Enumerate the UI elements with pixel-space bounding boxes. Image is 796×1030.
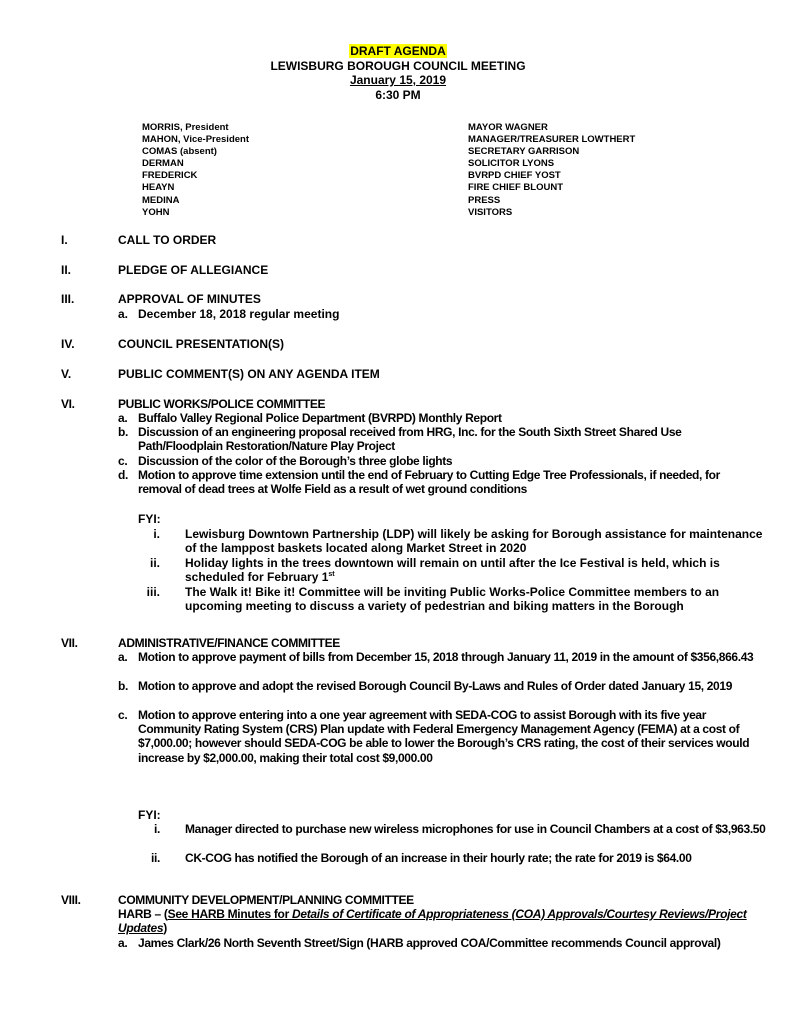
attendee: HEAYN [142,182,175,194]
meeting-date: January 15, 2019 [349,73,447,87]
fyi-item-label: ii. [151,851,160,865]
ordinal-suffix: st [328,571,335,579]
attendee: DERMAN [142,158,184,170]
harb-minutes-link[interactable] [118,907,747,935]
fyi-item-text: CK-COG has notified the Borough of an increase in their hourly rate; the rate for 2019 is $64.00 [185,851,692,865]
section-title: PUBLIC WORKS/POLICE COMMITTEE [118,397,326,411]
item-text: James Clark/26 North Seventh Street/Sign (HARB approved COA/Committee recommends Council approval) [138,936,721,950]
item-text: December 18, 2018 regular meeting [138,307,340,321]
section-title: CALL TO ORDER [118,233,217,247]
attendee: MEDINA [142,194,180,206]
section-number: V. [61,367,72,381]
fyi-label: FYI: [138,808,161,822]
section-number: VII. [61,636,78,650]
section-number: VI. [61,397,75,411]
attendee: MANAGER/TREASURER LOWTHERT [468,134,636,146]
section-title: ADMINISTRATIVE/FINANCE COMMITTEE [118,636,340,650]
section-number: I. [61,233,68,247]
fyi-item-text: The Walk it! Bike it! Committee will be inviting Public Works-Police Committee members to an upcoming meeting to discuss a variety of pedestrian and biking matters in the Borough [185,585,720,614]
section-number: III. [61,292,75,306]
item-text: Motion to approve time extension until the end of February to Cutting Edge Tree Professionals, if needed, for removal of dead trees at Wolfe Field as a result of wet ground conditions [138,468,720,497]
fyi-item-label: i. [154,822,160,836]
section-number: IV. [61,337,75,351]
item-text: Discussion of the color of the Borough’s three globe lights [138,454,453,468]
attendee: VISITORS [468,206,513,218]
item-text: Motion to approve entering into a one year agreement with SEDA-COG to assist Borough with its five year Community Rating System (CRS) Plan update with Federal Emergency Management Agency (FEMA) at a cost of $7,000.00; however should SEDA-COG be able to lower the Borough’s CRS rating, the cost of their services would increase by $2,000.00, making their total cost $9,000.00 [138,708,750,765]
item-label: c. [118,708,128,722]
item-label: a. [118,307,129,321]
fyi-item-label: iii. [146,585,160,599]
harb-link-text: See HARB Minutes for [167,907,292,921]
fyi-item-text: Manager directed to purchase new wireless microphones for use in Council Chambers at a cost of $3,963.50 [185,822,766,836]
attendee: MORRIS, President [142,122,229,133]
item-label: a. [118,411,128,425]
attendee: FIRE CHIEF BLOUNT [468,182,563,194]
attendee: MAHON, Vice-President [142,134,249,146]
item-text: Discussion of an engineering proposal received from HRG, Inc. for the South Sixth Street Shared Use Path/Floodplain Restoration/Nature Play Project [138,425,682,454]
fyi-item-text: Lewisburg Downtown Partnership (LDP) will likely be asking for Borough assistance for maintenance of the lamppost baskets located along Market Street in 2020 [185,527,763,556]
item-text: Motion to approve and adopt the revised Borough Council By-Laws and Rules of Order dated January 15, 2019 [138,679,733,693]
attendee: BVRPD CHIEF YOST [468,170,561,182]
item-label: b. [118,425,128,439]
draft-badge: DRAFT AGENDA [350,44,446,58]
meeting-time: 6:30 PM [375,87,421,102]
section-number: II. [61,263,72,277]
fyi-item-text-main: Holiday lights in the trees downtown will remain on until after the Ice Festival is held, which is scheduled for February 1 [185,556,720,585]
harb-note [118,907,758,935]
item-label: a. [118,650,128,664]
section-title: COMMUNITY DEVELOPMENT/PLANNING COMMITTEE [118,893,414,907]
item-label: c. [118,454,128,468]
attendee: YOHN [142,206,170,218]
harb-prefix: HARB – ( [118,907,168,921]
section-title: PLEDGE OF ALLEGIANCE [118,263,269,277]
meeting-title: LEWISBURG BOROUGH COUNCIL MEETING [270,58,526,73]
fyi-item-text [185,556,775,584]
section-number: VIII. [61,893,81,907]
attendee: SOLICITOR LYONS [468,158,555,170]
attendee: COMAS (absent) [142,146,217,158]
fyi-item-label: i. [153,527,160,541]
item-text: Buffalo Valley Regional Police Department (BVRPD) Monthly Report [138,411,502,425]
fyi-item-label: ii. [149,556,160,570]
attendee: PRESS [468,194,501,206]
harb-suffix: ) [163,921,167,936]
agenda-header [0,44,796,102]
attendee: FREDERICK [142,170,198,182]
harb-link-italic: Details of Certificate of Appropriateness (COA) Approvals/Courtesy Reviews/Project Updates [118,907,747,936]
attendee: SECRETARY GARRISON [468,146,580,158]
section-title: APPROVAL OF MINUTES [118,292,261,306]
item-label: d. [118,468,128,482]
section-title: COUNCIL PRESENTATION(S) [118,337,285,351]
fyi-label: FYI: [138,512,161,526]
attendee: MAYOR WAGNER [468,122,548,133]
attendees-staff [468,122,635,219]
item-text: Motion to approve payment of bills from December 15, 2018 through January 11, 2019 in the amount of $356,866.43 [138,650,754,664]
section-title: PUBLIC COMMENT(S) ON ANY AGENDA ITEM [118,367,380,381]
item-label: b. [118,679,128,693]
attendees-council [142,122,249,219]
item-label: a. [118,936,128,950]
